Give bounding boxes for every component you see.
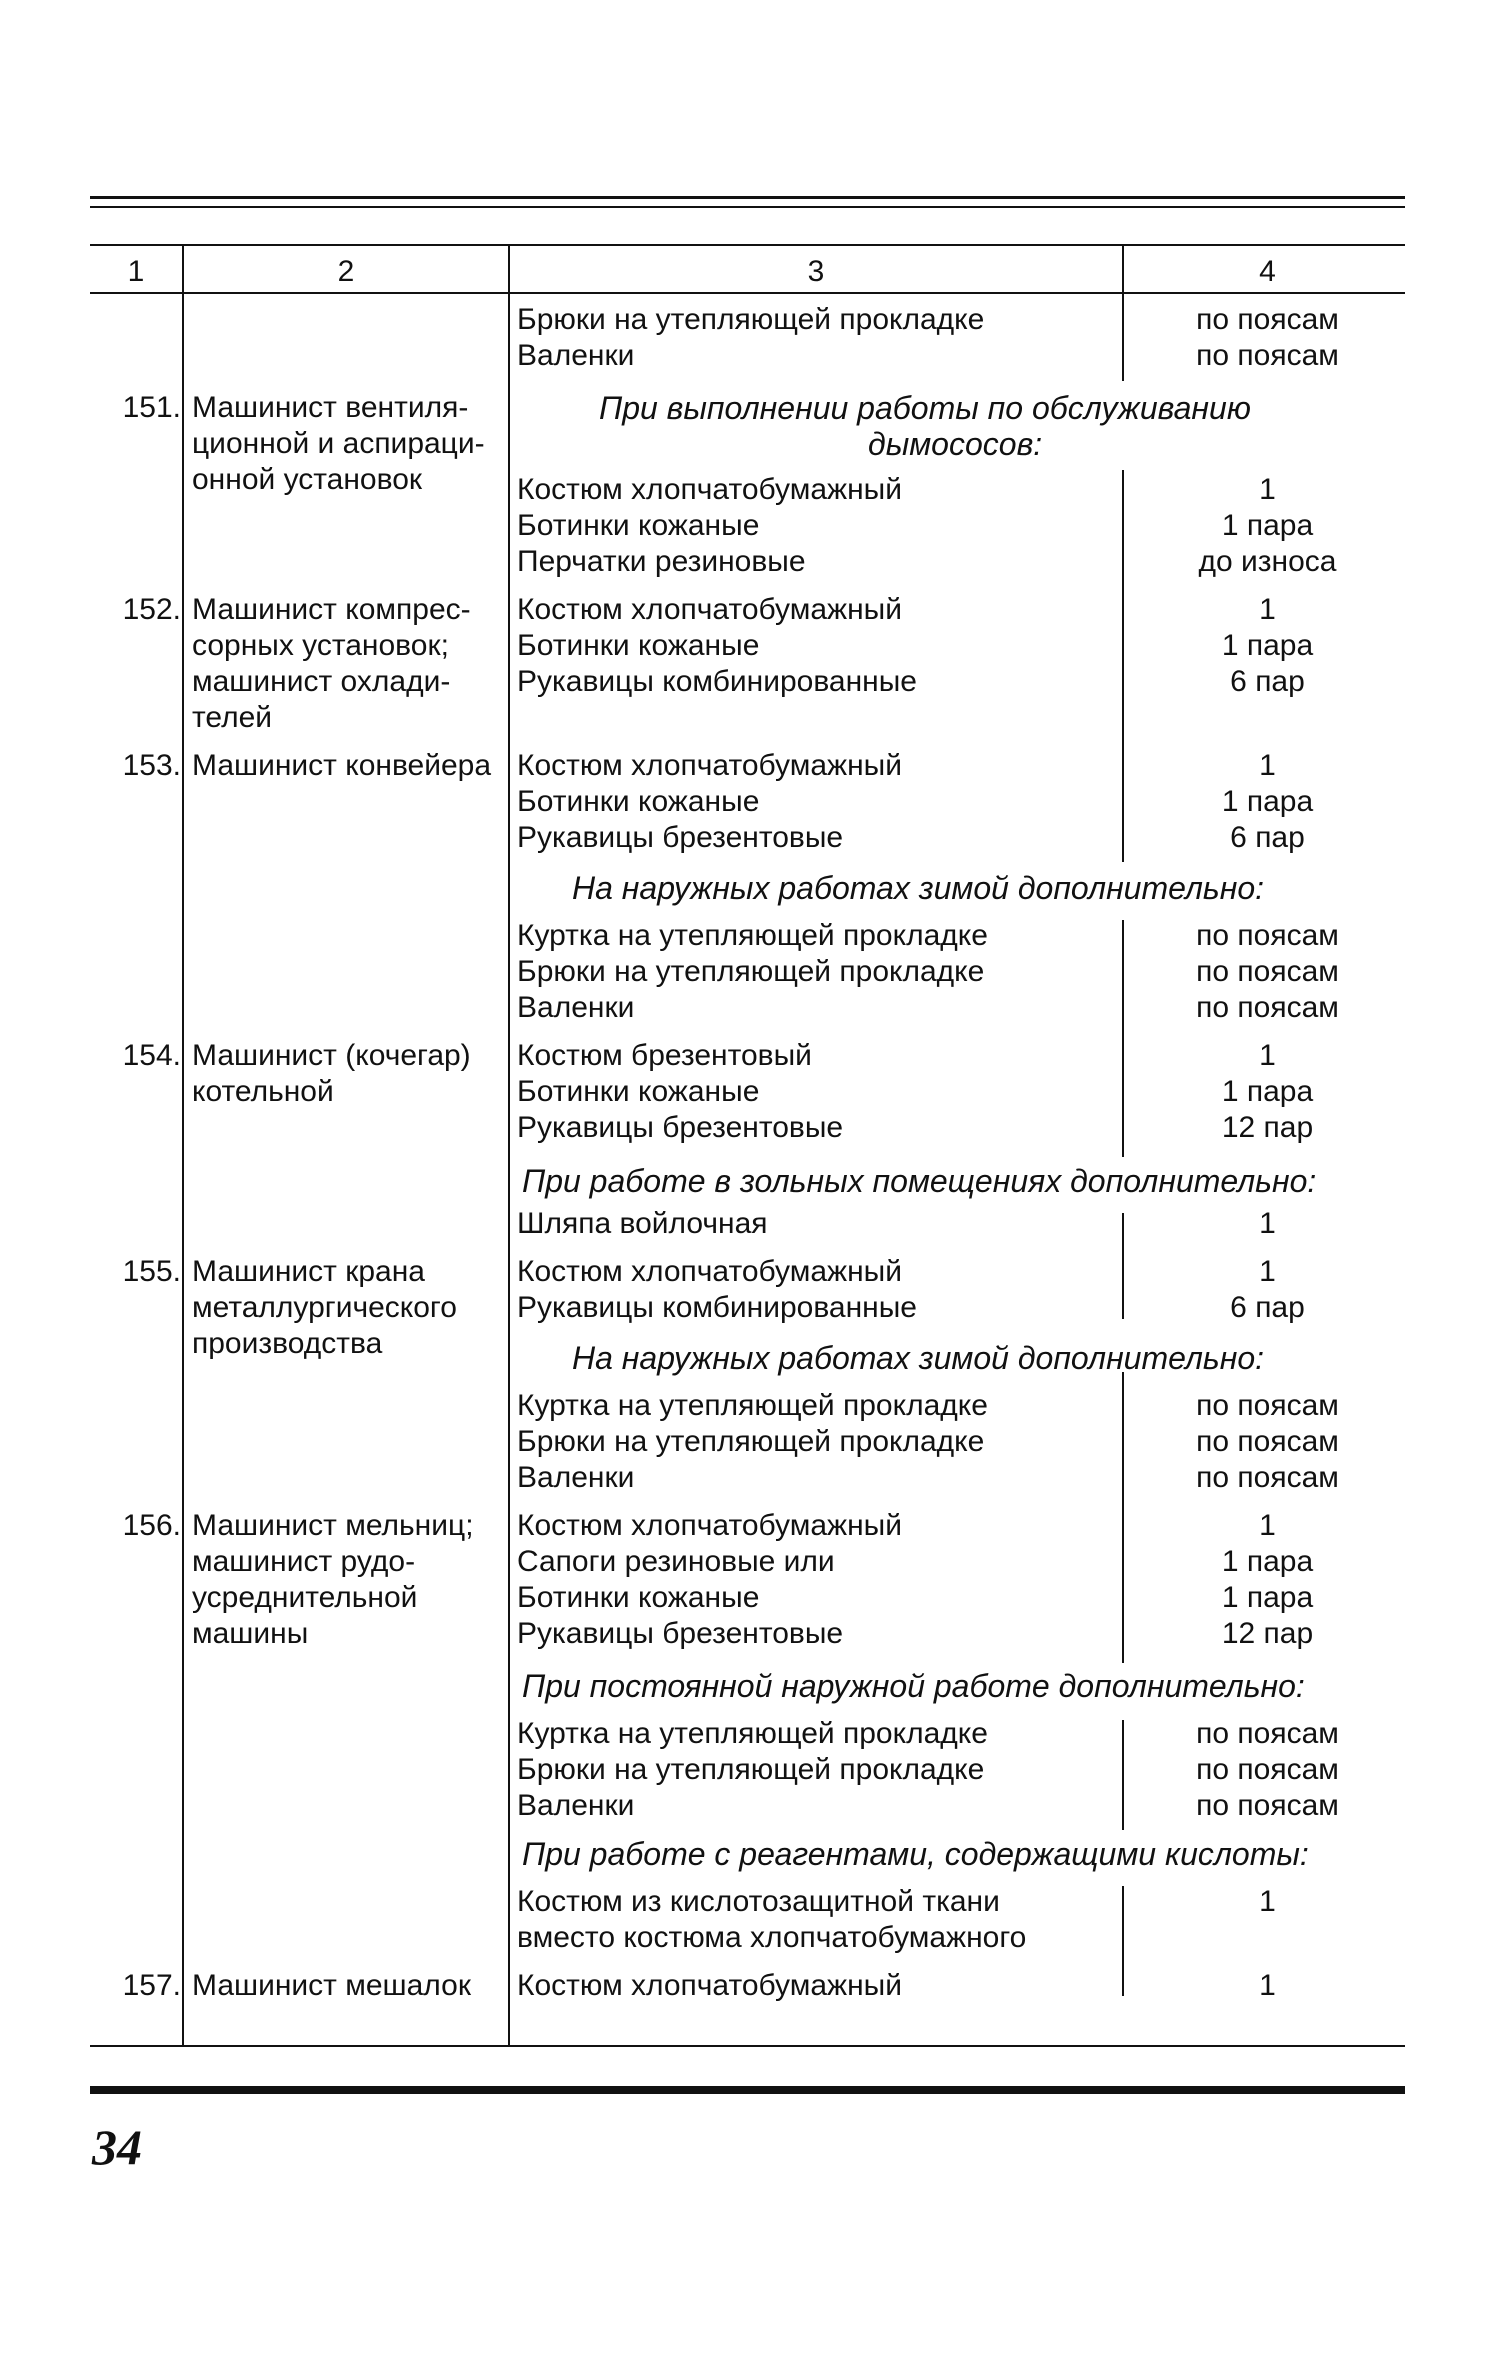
item-qty: 6 пар xyxy=(1230,821,1305,854)
item-name: Рукавицы брезентовые xyxy=(517,1111,844,1144)
item-qty: по поясам xyxy=(1196,1461,1339,1494)
item-name: Ботинки кожаные xyxy=(517,509,760,542)
header-col-1: 1 xyxy=(127,255,145,288)
row-number: 155. xyxy=(122,1255,181,1288)
row-number: 153. xyxy=(122,749,181,782)
item-qty: 12 пар xyxy=(1221,1111,1314,1144)
role-line: Машинист конвейера xyxy=(192,749,492,782)
item-name: Валенки xyxy=(517,1461,635,1494)
header-top-line xyxy=(90,244,1405,246)
condition-note: дымососов: xyxy=(868,426,1043,462)
item-qty: 1 пара xyxy=(1221,1075,1314,1108)
item-qty: по поясам xyxy=(1196,1425,1339,1458)
item-qty: 1 xyxy=(1259,749,1276,782)
role-line: производства xyxy=(192,1327,383,1360)
item-qty: по поясам xyxy=(1196,991,1339,1024)
item-qty: 6 пар xyxy=(1230,665,1305,698)
item-qty: 1 xyxy=(1259,1885,1276,1918)
footer-rule xyxy=(90,2086,1405,2094)
item-name: Костюм хлопчатобумажный xyxy=(517,749,902,782)
item-name: Костюм хлопчатобумажный xyxy=(517,473,902,506)
item-name: Костюм хлопчатобумажный xyxy=(517,1969,902,2002)
col-divider-2 xyxy=(508,244,510,2047)
item-name: Ботинки кожаные xyxy=(517,785,760,818)
header-col-4: 4 xyxy=(1259,255,1276,288)
col-divider-1 xyxy=(182,244,184,2047)
item-qty: 1 пара xyxy=(1221,1545,1314,1578)
item-name: Ботинки кожаные xyxy=(517,629,760,662)
item-name: Брюки на утепляющей прокладке xyxy=(517,955,985,988)
row-number: 157. xyxy=(122,1969,181,2002)
role-line: сорных установок; xyxy=(192,629,449,662)
item-qty: по поясам xyxy=(1196,1789,1339,1822)
role-line: котельной xyxy=(192,1075,334,1108)
top-rule-2 xyxy=(90,206,1405,208)
item-qty: 1 пара xyxy=(1221,1581,1314,1614)
role-line: Машинист мешалок xyxy=(192,1969,471,2002)
item-name: Рукавицы брезентовые xyxy=(517,821,844,854)
item-qty: 1 xyxy=(1259,1039,1276,1072)
role-line: машинист охлади- xyxy=(192,665,451,698)
role-line: машинист рудо- xyxy=(192,1545,416,1578)
item-name: Валенки xyxy=(517,991,635,1024)
item-qty: по поясам xyxy=(1196,1717,1339,1750)
condition-note: При выполнении работы по обслуживанию xyxy=(599,390,1251,426)
role-line: Машинист (кочегар) xyxy=(192,1039,471,1072)
item-qty: по поясам xyxy=(1196,339,1339,372)
item-name: Рукавицы брезентовые xyxy=(517,1617,844,1650)
item-name: Рукавицы комбинированные xyxy=(517,1291,917,1324)
row-number: 156. xyxy=(122,1509,181,1542)
item-qty: по поясам xyxy=(1196,955,1339,988)
role-line: ционной и аспираци- xyxy=(192,427,485,460)
item-qty: 1 xyxy=(1259,1255,1276,1288)
col-divider-3 xyxy=(1122,1886,1124,1996)
role-line: металлургического xyxy=(192,1291,457,1324)
role-line: Машинист вентиля- xyxy=(192,391,469,424)
col-divider-3 xyxy=(1122,470,1124,862)
header-bottom-line xyxy=(90,292,1405,294)
item-name: Костюм брезентовый xyxy=(517,1039,812,1072)
item-name: Валенки xyxy=(517,1789,635,1822)
item-qty: 1 пара xyxy=(1221,785,1314,818)
col-divider-3 xyxy=(1122,1213,1124,1319)
item-name: Ботинки кожаные xyxy=(517,1581,760,1614)
condition-note: При постоянной наружной работе дополнительно: xyxy=(522,1668,1305,1704)
item-name: Шляпа войлочная xyxy=(517,1207,768,1240)
item-qty: до износа xyxy=(1198,545,1337,578)
item-name: Куртка на утепляющей прокладке xyxy=(517,1717,988,1750)
role-line: онной установок xyxy=(192,463,423,496)
col-divider-3 xyxy=(1122,1392,1124,1663)
condition-note: На наружных работах зимой дополнительно: xyxy=(572,870,1265,906)
row-number: 151. xyxy=(122,391,181,424)
item-qty: 1 xyxy=(1259,1969,1276,2002)
condition-note: На наружных работах зимой дополнительно: xyxy=(572,1340,1265,1376)
item-qty: 12 пар xyxy=(1221,1617,1314,1650)
item-qty: по поясам xyxy=(1196,919,1339,952)
row-number: 154. xyxy=(122,1039,181,1072)
col-divider-3 xyxy=(1122,920,1124,1157)
condition-note: При работе в зольных помещениях дополнительно: xyxy=(522,1163,1317,1199)
item-qty: по поясам xyxy=(1196,1389,1339,1422)
condition-note: При работе с реагентами, содержащими кислоты: xyxy=(522,1836,1309,1872)
item-qty: 1 xyxy=(1259,1509,1276,1542)
item-name: Рукавицы комбинированные xyxy=(517,665,917,698)
row-number: 152. xyxy=(122,593,181,626)
item-name: Брюки на утепляющей прокладке xyxy=(517,303,985,336)
col-divider-3 xyxy=(1122,244,1124,381)
role-line: Машинист компрес- xyxy=(192,593,471,626)
page-number: 34 xyxy=(92,2119,142,2175)
item-name: Валенки xyxy=(517,339,635,372)
item-qty: 1 пара xyxy=(1221,509,1314,542)
item-qty: по поясам xyxy=(1196,1753,1339,1786)
item-name: Брюки на утепляющей прокладке xyxy=(517,1753,985,1786)
item-name: Костюм из кислотозащитной ткани xyxy=(517,1885,1000,1918)
item-name: Куртка на утепляющей прокладке xyxy=(517,919,988,952)
item-qty: 1 xyxy=(1259,473,1276,506)
item-name: Сапоги резиновые или xyxy=(517,1545,835,1578)
item-qty: 1 xyxy=(1259,1207,1276,1240)
item-qty: по поясам xyxy=(1196,303,1339,336)
col-divider-3 xyxy=(1122,1720,1124,1830)
role-line: машины xyxy=(192,1617,309,1650)
item-name: Брюки на утепляющей прокладке xyxy=(517,1425,985,1458)
header-col-2: 2 xyxy=(337,255,355,288)
item-qty: 6 пар xyxy=(1230,1291,1305,1324)
item-name: Костюм хлопчатобумажный xyxy=(517,593,902,626)
role-line: Машинист крана xyxy=(192,1255,425,1288)
item-name: вместо костюма хлопчатобумажного xyxy=(517,1921,1027,1954)
header-col-3: 3 xyxy=(807,255,825,288)
item-name: Куртка на утепляющей прокладке xyxy=(517,1389,988,1422)
role-line: усреднительной xyxy=(192,1581,418,1614)
item-name: Костюм хлопчатобумажный xyxy=(517,1509,902,1542)
item-name: Перчатки резиновые xyxy=(517,545,806,578)
item-qty: 1 пара xyxy=(1221,629,1314,662)
role-line: телей xyxy=(192,701,273,734)
item-name: Костюм хлопчатобумажный xyxy=(517,1255,902,1288)
table-bottom-line xyxy=(90,2045,1405,2047)
item-name: Ботинки кожаные xyxy=(517,1075,760,1108)
top-rule-1 xyxy=(90,196,1405,199)
role-line: Машинист мельниц; xyxy=(192,1509,474,1542)
item-qty: 1 xyxy=(1259,593,1276,626)
